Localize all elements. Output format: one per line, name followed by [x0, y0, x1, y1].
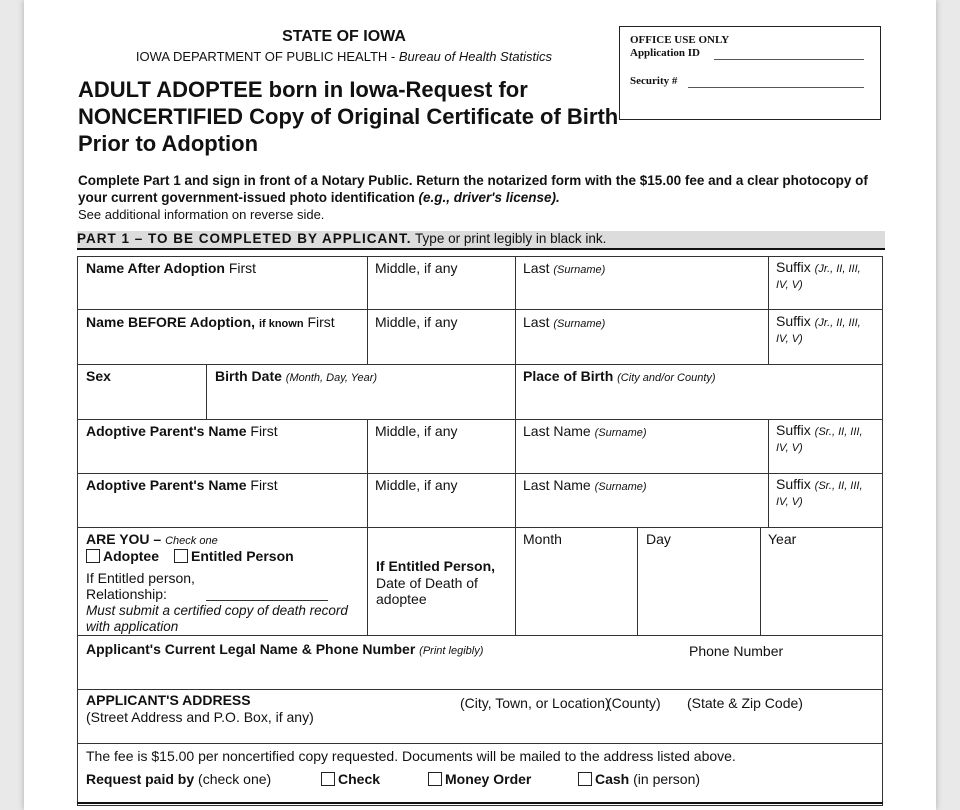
applicant-name-label	[86, 641, 483, 659]
part1-header	[77, 231, 885, 250]
fee-statement: The fee is $15.00 per noncertified copy requested. Documents will be mailed to the address listed above.	[86, 748, 736, 764]
office-use-title: OFFICE USE ONLY	[630, 34, 730, 46]
adoptive-parent1-first-label: First	[250, 423, 278, 439]
application-id-field[interactable]	[714, 47, 864, 60]
adoptive-parent1-last-label	[523, 423, 647, 441]
address-state-note: (State & Zip Code)	[687, 695, 803, 711]
name-before-title: Name BEFORE Adoption,	[86, 314, 256, 330]
death-year-label: Year	[768, 531, 797, 547]
address-city-note: (City, Town, or Location)	[460, 695, 610, 711]
name-before-middle-label: Middle, if any	[375, 314, 458, 330]
application-id-label: Application ID	[630, 47, 700, 59]
adoptive-parent2-title: Adoptive Parent's Name	[86, 477, 247, 493]
adoptive-parent2-suffix-text: Suffix	[776, 476, 811, 492]
adoptive-parent1-title: Adoptive Parent's Name	[86, 423, 247, 439]
name-before-last-label	[523, 314, 605, 332]
money-order-label: Money Order	[445, 771, 532, 787]
form-page	[24, 0, 936, 810]
place-of-birth-title: Place of Birth	[523, 368, 614, 384]
instructions	[78, 172, 878, 206]
address-label	[86, 692, 251, 708]
if-entitled-label: If Entitled person,	[86, 570, 195, 586]
part1-note: Type or print legibly in black ink.	[411, 231, 607, 246]
birth-date-note: (Month, Day, Year)	[285, 372, 378, 384]
name-after-suffix-note: (Jr., II, III, IV, V)	[776, 263, 861, 291]
sex-label	[86, 368, 111, 384]
name-before-suffix-label	[776, 314, 876, 346]
adoptive-parent2-suffix-label	[776, 477, 876, 509]
department-heading	[24, 49, 664, 64]
name-after-first-label: First	[228, 260, 257, 276]
sex-title: Sex	[86, 368, 111, 384]
entitled-option[interactable]	[174, 548, 294, 564]
adoptive-parent1-suffix-text: Suffix	[776, 422, 811, 438]
pay-cash-option[interactable]	[578, 771, 700, 787]
entitled-checkbox[interactable]	[174, 549, 188, 563]
name-after-suffix-label	[776, 260, 876, 292]
are-you-label	[86, 531, 218, 549]
death-day-label: Day	[646, 531, 671, 547]
state-heading: STATE OF IOWA	[282, 28, 406, 45]
form-title: ADULT ADOPTEE born in Iowa-Request for NONCERTIFIED Copy of Original Certificate of Birth Prior to Adoption	[78, 77, 619, 156]
adoptive-parent2-suffix-note: (Sr., II, III, IV, V)	[776, 480, 863, 508]
cash-checkbox[interactable]	[578, 772, 592, 786]
pay-check-option[interactable]	[321, 771, 380, 787]
name-after-label	[86, 260, 256, 276]
adoptive-parent2-label	[86, 477, 278, 493]
name-before-first-label: First	[307, 314, 335, 330]
name-after-title: Name After Adoption	[86, 260, 225, 276]
place-of-birth-note: (City and/or County)	[617, 372, 716, 384]
cash-label: Cash	[595, 771, 630, 787]
name-before-last-text: Last	[523, 314, 550, 330]
adoptive-parent2-first-label: First	[250, 477, 278, 493]
name-before-known: if known	[258, 318, 304, 330]
pay-money-order-option[interactable]	[428, 771, 531, 787]
instructions-example: (e.g., driver's license).	[418, 190, 560, 205]
check-checkbox[interactable]	[321, 772, 335, 786]
adoptive-parent2-middle-label: Middle, if any	[375, 477, 458, 493]
additional-info-note: See additional information on reverse side.	[78, 207, 325, 222]
adoptive-parent1-last-text: Last Name	[523, 423, 591, 439]
bureau-name: Bureau of Health Statistics	[398, 49, 553, 64]
adoptee-checkbox[interactable]	[86, 549, 100, 563]
instructions-text: Complete Part 1 and sign in front of a Notary Public. Return the notarized form with the $15.00 fee and a clear photocopy of your current government-issued photo identification	[78, 173, 868, 205]
relationship-label: Relationship:	[86, 586, 167, 602]
name-after-last-text: Last	[523, 260, 550, 276]
money-order-checkbox[interactable]	[428, 772, 442, 786]
department-name: IOWA DEPARTMENT OF PUBLIC HEALTH -	[135, 49, 399, 64]
if-entitled-person-text: If Entitled Person,	[376, 558, 496, 574]
name-before-last-note: (Surname)	[553, 318, 606, 330]
part1-label: PART 1 – TO BE COMPLETED BY APPLICANT.	[77, 231, 412, 246]
address-street-note: (Street Address and P.O. Box, if any)	[86, 709, 314, 725]
security-label: Security #	[630, 75, 678, 87]
are-you-title: ARE YOU –	[86, 531, 162, 547]
death-month-label: Month	[523, 531, 562, 547]
name-before-suffix-note: (Jr., II, III, IV, V)	[776, 317, 861, 345]
adoptive-parent2-last-text: Last Name	[523, 477, 591, 493]
name-before-suffix-text: Suffix	[776, 313, 811, 329]
adoptive-parent1-suffix-note: (Sr., II, III, IV, V)	[776, 426, 863, 454]
applicant-name-title: Applicant's Current Legal Name & Phone Number	[86, 641, 416, 657]
adoptive-parent1-suffix-label	[776, 423, 876, 455]
name-before-label	[86, 314, 335, 332]
request-paid-by-note: (check one)	[198, 771, 272, 787]
birth-date-title: Birth Date	[215, 368, 282, 384]
name-after-middle-label: Middle, if any	[375, 260, 458, 276]
cash-note: (in person)	[633, 771, 701, 787]
adoptive-parent1-middle-label: Middle, if any	[375, 423, 458, 439]
office-use-box	[619, 26, 881, 120]
name-after-last-note: (Surname)	[553, 264, 606, 276]
adoptive-parent2-last-note: (Surname)	[594, 481, 647, 493]
place-of-birth-label	[523, 368, 716, 386]
applicant-name-note: (Print legibly)	[419, 645, 484, 657]
section-divider	[77, 802, 883, 804]
date-of-death-label: Date of Death of adoptee	[376, 575, 478, 607]
name-after-last-label	[523, 260, 605, 278]
adoptive-parent1-label	[86, 423, 278, 439]
request-paid-by-title: Request paid by	[86, 771, 195, 787]
if-entitled-person-title	[376, 558, 495, 574]
adoptee-label: Adoptee	[103, 548, 159, 564]
birth-date-label	[215, 368, 377, 386]
death-record-note: Must submit a certified copy of death record with application	[86, 603, 348, 634]
check-label: Check	[338, 771, 381, 787]
entitled-label: Entitled Person	[191, 548, 294, 564]
address-county-note: (County)	[607, 695, 661, 711]
address-title: APPLICANT'S ADDRESS	[86, 692, 251, 708]
relationship-field[interactable]	[206, 600, 328, 601]
adoptive-parent2-last-label	[523, 477, 647, 495]
are-you-check-note: Check one	[165, 535, 218, 547]
request-paid-by-label	[86, 771, 271, 787]
security-field[interactable]	[688, 75, 864, 88]
phone-number-label: Phone Number	[689, 643, 784, 659]
adoptee-option[interactable]	[86, 548, 159, 564]
adoptive-parent1-last-note: (Surname)	[594, 427, 647, 439]
name-after-suffix-text: Suffix	[776, 259, 811, 275]
applicant-form-grid	[77, 256, 883, 806]
